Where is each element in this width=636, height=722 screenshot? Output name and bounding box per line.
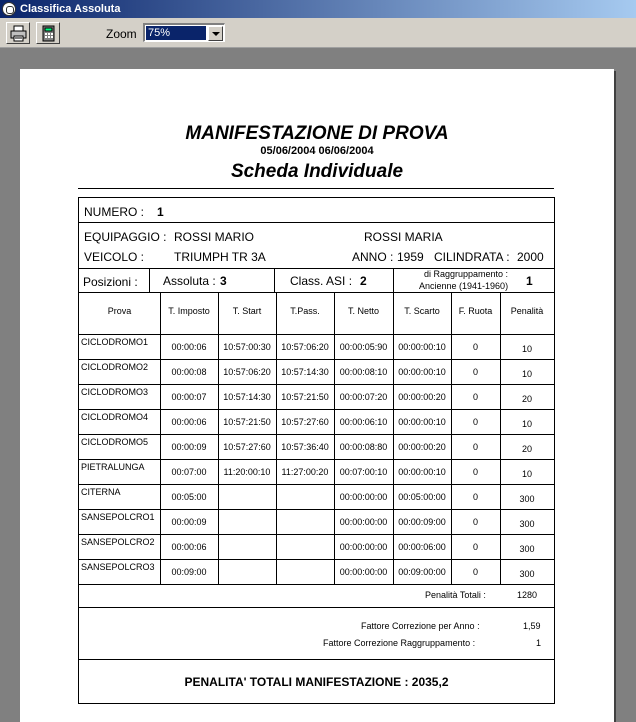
column-header: T. Scarto bbox=[404, 306, 440, 316]
table-cell: 0 bbox=[472, 417, 478, 427]
window-title: Classifica Assoluta bbox=[20, 3, 121, 15]
table-cell: 00:00:08:80 bbox=[339, 442, 388, 452]
table-cell: 0 bbox=[472, 517, 478, 527]
column-divider bbox=[451, 292, 452, 584]
table-cell-prova: CICLODROMO3 bbox=[81, 387, 149, 397]
table-cell-prova: CICLODROMO1 bbox=[81, 337, 149, 347]
table-row-divider bbox=[79, 484, 554, 485]
app-icon bbox=[2, 2, 16, 16]
table-cell: 00:00:09 bbox=[171, 517, 207, 527]
table-cell: 0 bbox=[472, 342, 478, 352]
fattore-anno-value: 1,59 bbox=[523, 621, 541, 631]
printer-icon bbox=[10, 25, 27, 42]
table-row-divider bbox=[79, 509, 554, 510]
table-cell: 00:00:00:10 bbox=[398, 417, 446, 427]
table-cell: 10:57:27:60 bbox=[281, 417, 329, 427]
table-cell: 00:00:08 bbox=[171, 367, 207, 377]
table-cell: 00:00:00:00 bbox=[339, 567, 388, 577]
scheda-frame bbox=[78, 197, 555, 704]
raggruppamento-label: di Raggruppamento : bbox=[424, 269, 509, 279]
print-button[interactable] bbox=[6, 22, 30, 44]
table-cell: 00:00:09:00 bbox=[398, 517, 446, 527]
report-viewport[interactable] bbox=[0, 49, 636, 722]
classasi-value: 2 bbox=[360, 274, 367, 288]
column-header: T.Pass. bbox=[290, 306, 320, 316]
table-row-divider bbox=[79, 384, 554, 385]
table-cell-prova: CICLODROMO5 bbox=[81, 437, 149, 447]
table-cell: 00:00:00:20 bbox=[398, 442, 446, 452]
zoom-label: Zoom bbox=[106, 27, 137, 41]
table-cell: 00:00:06 bbox=[171, 542, 207, 552]
table-cell: 00:00:00:00 bbox=[339, 542, 388, 552]
table-cell: 10:57:14:30 bbox=[281, 367, 329, 377]
table-cell: 11:27:00:20 bbox=[281, 467, 329, 477]
posizioni-label: Posizioni : bbox=[83, 275, 138, 289]
table-cell: 10 bbox=[521, 419, 532, 429]
totale-manifestazione: PENALITA' TOTALI MANIFESTAZIONE : 2035,2 bbox=[184, 675, 449, 689]
table-cell: 0 bbox=[472, 492, 478, 502]
table-row-divider bbox=[79, 409, 554, 410]
veicolo-label: VEICOLO : bbox=[84, 250, 145, 264]
raggruppamento-category: Ancienne (1941-1960) bbox=[419, 281, 509, 291]
fattore-anno-label: Fattore Correzione per Anno : bbox=[361, 621, 480, 631]
report-subtitle: Scheda Individuale bbox=[230, 161, 404, 182]
column-divider bbox=[500, 292, 501, 584]
table-row-divider bbox=[79, 559, 554, 560]
table-cell: 10 bbox=[521, 369, 532, 379]
table-cell: 10:57:00:30 bbox=[223, 342, 271, 352]
table-cell: 0 bbox=[472, 392, 478, 402]
table-cell: 00:00:00:00 bbox=[339, 517, 388, 527]
divider bbox=[274, 268, 275, 292]
table-cell: 10:57:06:20 bbox=[223, 367, 271, 377]
table-cell: 00:00:07 bbox=[171, 392, 207, 402]
column-divider bbox=[334, 292, 335, 584]
table-cell: 00:05:00:00 bbox=[398, 492, 446, 502]
table-cell: 20 bbox=[521, 444, 532, 454]
column-divider bbox=[393, 292, 394, 584]
table-row-divider bbox=[79, 584, 554, 585]
table-cell: 10:57:21:50 bbox=[223, 417, 271, 427]
table-cell: 10:57:06:20 bbox=[281, 342, 329, 352]
equipaggio-label: EQUIPAGGIO : bbox=[84, 230, 167, 244]
table-cell: 10:57:36:40 bbox=[281, 442, 329, 452]
raggruppamento-value: 1 bbox=[526, 274, 533, 288]
classasi-label: Class. ASI : bbox=[290, 274, 353, 288]
table-cell: 00:00:06 bbox=[171, 417, 207, 427]
fattore-raggruppamento-label: Fattore Correzione Raggruppamento : bbox=[323, 638, 476, 648]
column-header: Penalità bbox=[510, 306, 544, 316]
table-row-divider bbox=[79, 359, 554, 360]
column-header: T. Start bbox=[232, 306, 262, 316]
report-page bbox=[20, 69, 614, 722]
penalita-totali-label: Penalità Totali : bbox=[425, 590, 486, 600]
table-cell: 00:00:00:10 bbox=[398, 342, 446, 352]
table-cell: 10 bbox=[521, 344, 532, 354]
penalita-totali-value: 1280 bbox=[517, 590, 538, 600]
table-cell: 300 bbox=[519, 494, 535, 504]
report-title: MANIFESTAZIONE DI PROVA bbox=[185, 123, 449, 144]
table-cell: 0 bbox=[472, 542, 478, 552]
window-titlebar bbox=[0, 0, 636, 18]
column-divider bbox=[160, 292, 161, 584]
column-header: F. Ruota bbox=[458, 306, 493, 316]
header-divider bbox=[78, 188, 554, 189]
column-header: Prova bbox=[107, 306, 132, 316]
anno-value: 1959 bbox=[397, 250, 424, 264]
table-cell: 00:07:00:10 bbox=[339, 467, 388, 477]
table-row-divider bbox=[79, 434, 554, 435]
table-cell: 00:00:09 bbox=[171, 442, 207, 452]
table-cell: 00:00:05:90 bbox=[339, 342, 388, 352]
table-cell: 00:00:06:10 bbox=[339, 417, 388, 427]
table-cell: 0 bbox=[472, 442, 478, 452]
numero-label: NUMERO : bbox=[84, 205, 144, 219]
fattore-raggruppamento-value: 1 bbox=[536, 638, 542, 648]
divider bbox=[79, 222, 554, 223]
table-row-divider bbox=[79, 534, 554, 535]
table-cell: 00:00:00:10 bbox=[398, 467, 446, 477]
veicolo-value: TRIUMPH TR 3A bbox=[174, 250, 266, 264]
table-cell: 20 bbox=[521, 394, 532, 404]
divider bbox=[79, 607, 554, 608]
table-cell: 11:20:00:10 bbox=[223, 467, 271, 477]
navigatore-name: ROSSI MARIA bbox=[364, 230, 443, 244]
table-cell-prova: SANSEPOLCRO3 bbox=[81, 562, 155, 572]
divider bbox=[79, 292, 554, 293]
table-cell: 10:57:14:30 bbox=[223, 392, 271, 402]
table-cell-prova: SANSEPOLCRO1 bbox=[81, 512, 155, 522]
numero-value: 1 bbox=[157, 205, 164, 219]
table-cell-prova: CICLODROMO4 bbox=[81, 412, 149, 422]
table-cell: 0 bbox=[472, 567, 478, 577]
table-cell: 00:05:00 bbox=[171, 492, 207, 502]
report-dates: 05/06/2004 06/06/2004 bbox=[260, 145, 374, 157]
anno-label: ANNO : bbox=[352, 250, 394, 264]
table-cell: 10 bbox=[521, 469, 532, 479]
table-cell: 00:00:00:10 bbox=[398, 367, 446, 377]
divider bbox=[79, 659, 554, 660]
table-cell: 00:09:00:00 bbox=[398, 567, 446, 577]
table-cell: 300 bbox=[519, 569, 535, 579]
calculator-icon bbox=[40, 25, 57, 42]
toolbar bbox=[0, 18, 636, 48]
zoom-select[interactable] bbox=[143, 23, 225, 42]
assoluta-value: 3 bbox=[220, 274, 227, 288]
table-cell-prova: PIETRALUNGA bbox=[81, 462, 145, 472]
table-cell: 00:00:00:00 bbox=[339, 492, 388, 502]
table-cell: 0 bbox=[472, 367, 478, 377]
table-cell-prova: CICLODROMO2 bbox=[81, 362, 149, 372]
chevron-down-icon[interactable] bbox=[208, 26, 223, 41]
divider bbox=[79, 334, 554, 335]
table-cell: 300 bbox=[519, 544, 535, 554]
table-cell: 0 bbox=[472, 467, 478, 477]
cilindrata-label: CILINDRATA : bbox=[434, 250, 510, 264]
table-cell: 10:57:27:60 bbox=[223, 442, 271, 452]
page-setup-button[interactable] bbox=[36, 22, 60, 44]
table-cell: 00:00:08:10 bbox=[339, 367, 388, 377]
cilindrata-value: 2000 bbox=[517, 250, 544, 264]
column-divider bbox=[276, 292, 277, 584]
divider bbox=[149, 268, 150, 292]
column-header: T. Imposto bbox=[168, 306, 210, 316]
table-cell: 00:00:06:00 bbox=[398, 542, 446, 552]
table-cell-prova: CITERNA bbox=[81, 487, 121, 497]
pilota-name: ROSSI MARIO bbox=[174, 230, 255, 244]
zoom-value: 75% bbox=[146, 26, 206, 40]
table-cell: 00:00:00:20 bbox=[398, 392, 446, 402]
column-divider bbox=[218, 292, 219, 584]
table-cell-prova: SANSEPOLCRO2 bbox=[81, 537, 155, 547]
table-cell: 300 bbox=[519, 519, 535, 529]
divider bbox=[393, 268, 394, 292]
table-cell: 10:57:21:50 bbox=[281, 392, 329, 402]
column-header: T. Netto bbox=[347, 306, 379, 316]
table-cell: 00:00:07:20 bbox=[339, 392, 388, 402]
table-cell: 00:09:00 bbox=[171, 567, 207, 577]
table-row-divider bbox=[79, 459, 554, 460]
table-cell: 00:07:00 bbox=[171, 467, 207, 477]
table-cell: 00:00:06 bbox=[171, 342, 207, 352]
assoluta-label: Assoluta : bbox=[163, 274, 216, 288]
